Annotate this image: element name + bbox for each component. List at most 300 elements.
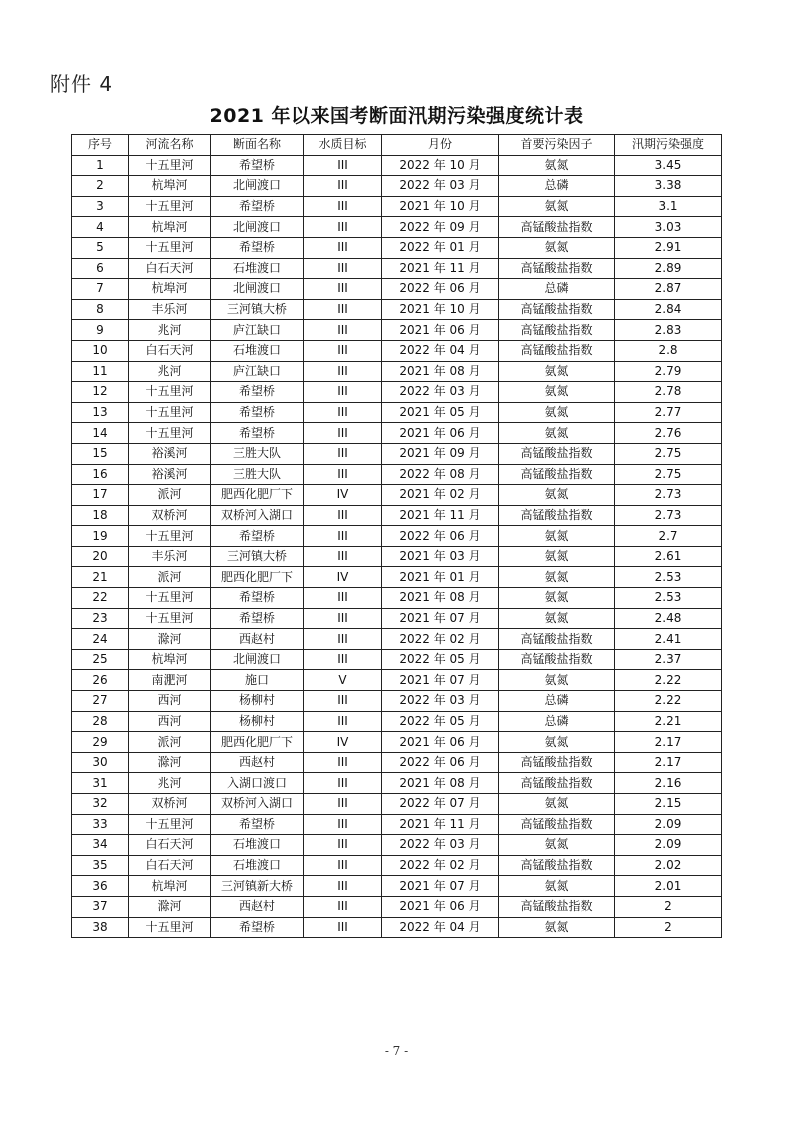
intensity-cell: 3.03 <box>615 217 722 238</box>
river-name-cell: 裕溪河 <box>129 443 211 464</box>
river-name-cell: 丰乐河 <box>129 299 211 320</box>
river-name-cell: 派河 <box>129 567 211 588</box>
index-cell: 3 <box>72 196 129 217</box>
primary-pollutant-cell: 高锰酸盐指数 <box>499 299 615 320</box>
intensity-cell: 2.17 <box>615 732 722 753</box>
index-cell: 27 <box>72 691 129 712</box>
header-river-name: 河流名称 <box>129 135 211 156</box>
section-name-cell: 北闸渡口 <box>211 279 304 300</box>
river-name-cell: 杭埠河 <box>129 279 211 300</box>
index-cell: 15 <box>72 443 129 464</box>
index-cell: 17 <box>72 485 129 506</box>
water-quality-target-cell: III <box>304 917 382 938</box>
month-cell: 2021 年 09 月 <box>382 443 499 464</box>
index-cell: 38 <box>72 917 129 938</box>
water-quality-target-cell: V <box>304 670 382 691</box>
intensity-cell: 2.09 <box>615 835 722 856</box>
primary-pollutant-cell: 高锰酸盐指数 <box>499 464 615 485</box>
table-row <box>72 196 722 217</box>
water-quality-target-cell: III <box>304 876 382 897</box>
water-quality-target-cell: III <box>304 649 382 670</box>
month-cell: 2021 年 08 月 <box>382 361 499 382</box>
table-row <box>72 320 722 341</box>
section-name-cell: 双桥河入湖口 <box>211 505 304 526</box>
month-cell: 2021 年 07 月 <box>382 670 499 691</box>
table-row <box>72 876 722 897</box>
primary-pollutant-cell: 氨氮 <box>499 485 615 506</box>
river-name-cell: 杭埠河 <box>129 217 211 238</box>
water-quality-target-cell: III <box>304 546 382 567</box>
table-row <box>72 814 722 835</box>
primary-pollutant-cell: 高锰酸盐指数 <box>499 320 615 341</box>
index-cell: 31 <box>72 773 129 794</box>
intensity-cell: 2.91 <box>615 237 722 258</box>
primary-pollutant-cell: 高锰酸盐指数 <box>499 752 615 773</box>
intensity-cell: 2.84 <box>615 299 722 320</box>
index-cell: 14 <box>72 423 129 444</box>
river-name-cell: 西河 <box>129 711 211 732</box>
primary-pollutant-cell: 高锰酸盐指数 <box>499 217 615 238</box>
month-cell: 2021 年 03 月 <box>382 546 499 567</box>
month-cell: 2022 年 05 月 <box>382 711 499 732</box>
primary-pollutant-cell: 氨氮 <box>499 402 615 423</box>
section-name-cell: 希望桥 <box>211 237 304 258</box>
month-cell: 2021 年 05 月 <box>382 402 499 423</box>
river-name-cell: 白石天河 <box>129 835 211 856</box>
index-cell: 10 <box>72 340 129 361</box>
water-quality-target-cell: III <box>304 196 382 217</box>
river-name-cell: 白石天河 <box>129 340 211 361</box>
primary-pollutant-cell: 总磷 <box>499 711 615 732</box>
index-cell: 7 <box>72 279 129 300</box>
index-cell: 13 <box>72 402 129 423</box>
index-cell: 16 <box>72 464 129 485</box>
pollution-intensity-table <box>71 134 722 938</box>
river-name-cell: 十五里河 <box>129 237 211 258</box>
table-row <box>72 670 722 691</box>
primary-pollutant-cell: 总磷 <box>499 691 615 712</box>
header-water-quality-target: 水质目标 <box>304 135 382 156</box>
river-name-cell: 派河 <box>129 732 211 753</box>
table-row <box>72 752 722 773</box>
river-name-cell: 杭埠河 <box>129 876 211 897</box>
month-cell: 2022 年 03 月 <box>382 691 499 712</box>
section-name-cell: 希望桥 <box>211 588 304 609</box>
table-row <box>72 443 722 464</box>
header-index: 序号 <box>72 135 129 156</box>
index-cell: 21 <box>72 567 129 588</box>
river-name-cell: 滁河 <box>129 896 211 917</box>
table-row <box>72 176 722 197</box>
section-name-cell: 希望桥 <box>211 917 304 938</box>
section-name-cell: 杨柳村 <box>211 691 304 712</box>
month-cell: 2021 年 01 月 <box>382 567 499 588</box>
month-cell: 2021 年 11 月 <box>382 258 499 279</box>
primary-pollutant-cell: 氨氮 <box>499 155 615 176</box>
index-cell: 1 <box>72 155 129 176</box>
section-name-cell: 西赵村 <box>211 629 304 650</box>
water-quality-target-cell: III <box>304 855 382 876</box>
month-cell: 2022 年 02 月 <box>382 855 499 876</box>
index-cell: 32 <box>72 794 129 815</box>
primary-pollutant-cell: 氨氮 <box>499 876 615 897</box>
month-cell: 2021 年 11 月 <box>382 814 499 835</box>
river-name-cell: 十五里河 <box>129 155 211 176</box>
intensity-cell: 2.73 <box>615 485 722 506</box>
month-cell: 2021 年 02 月 <box>382 485 499 506</box>
intensity-cell: 3.45 <box>615 155 722 176</box>
index-cell: 22 <box>72 588 129 609</box>
intensity-cell: 2.73 <box>615 505 722 526</box>
month-cell: 2022 年 03 月 <box>382 835 499 856</box>
section-name-cell: 施口 <box>211 670 304 691</box>
month-cell: 2022 年 08 月 <box>382 464 499 485</box>
section-name-cell: 石堆渡口 <box>211 340 304 361</box>
water-quality-target-cell: III <box>304 443 382 464</box>
document-title: 2021 年以来国考断面汛期污染强度统计表 <box>209 105 584 127</box>
section-name-cell: 西赵村 <box>211 752 304 773</box>
month-cell: 2021 年 10 月 <box>382 299 499 320</box>
intensity-cell: 2.21 <box>615 711 722 732</box>
table-row <box>72 464 722 485</box>
table-row <box>72 855 722 876</box>
water-quality-target-cell: III <box>304 258 382 279</box>
section-name-cell: 希望桥 <box>211 526 304 547</box>
water-quality-target-cell: IV <box>304 485 382 506</box>
intensity-cell: 3.1 <box>615 196 722 217</box>
table-row <box>72 567 722 588</box>
section-name-cell: 北闸渡口 <box>211 217 304 238</box>
primary-pollutant-cell: 高锰酸盐指数 <box>499 340 615 361</box>
section-name-cell: 三河镇大桥 <box>211 299 304 320</box>
river-name-cell: 丰乐河 <box>129 546 211 567</box>
primary-pollutant-cell: 氨氮 <box>499 237 615 258</box>
primary-pollutant-cell: 高锰酸盐指数 <box>499 649 615 670</box>
water-quality-target-cell: III <box>304 237 382 258</box>
section-name-cell: 入湖口渡口 <box>211 773 304 794</box>
river-name-cell: 十五里河 <box>129 588 211 609</box>
intensity-cell: 2.22 <box>615 691 722 712</box>
header-primary-pollutant: 首要污染因子 <box>499 135 615 156</box>
water-quality-target-cell: III <box>304 423 382 444</box>
water-quality-target-cell: III <box>304 896 382 917</box>
water-quality-target-cell: III <box>304 402 382 423</box>
table-row <box>72 711 722 732</box>
month-cell: 2021 年 06 月 <box>382 732 499 753</box>
intensity-cell: 2.22 <box>615 670 722 691</box>
month-cell: 2021 年 06 月 <box>382 423 499 444</box>
river-name-cell: 十五里河 <box>129 382 211 403</box>
table-body <box>72 155 722 938</box>
table-row <box>72 423 722 444</box>
primary-pollutant-cell: 总磷 <box>499 176 615 197</box>
table-row <box>72 794 722 815</box>
header-flood-season-intensity: 汛期污染强度 <box>615 135 722 156</box>
month-cell: 2021 年 10 月 <box>382 196 499 217</box>
index-cell: 25 <box>72 649 129 670</box>
water-quality-target-cell: III <box>304 526 382 547</box>
river-name-cell: 白石天河 <box>129 258 211 279</box>
river-name-cell: 派河 <box>129 485 211 506</box>
month-cell: 2022 年 09 月 <box>382 217 499 238</box>
river-name-cell: 杭埠河 <box>129 649 211 670</box>
intensity-cell: 2.37 <box>615 649 722 670</box>
index-cell: 26 <box>72 670 129 691</box>
river-name-cell: 西河 <box>129 691 211 712</box>
index-cell: 9 <box>72 320 129 341</box>
section-name-cell: 三河镇大桥 <box>211 546 304 567</box>
intensity-cell: 2.75 <box>615 443 722 464</box>
section-name-cell: 北闸渡口 <box>211 649 304 670</box>
month-cell: 2022 年 06 月 <box>382 752 499 773</box>
primary-pollutant-cell: 总磷 <box>499 279 615 300</box>
river-name-cell: 十五里河 <box>129 814 211 835</box>
month-cell: 2022 年 05 月 <box>382 649 499 670</box>
month-cell: 2021 年 08 月 <box>382 773 499 794</box>
table-row <box>72 237 722 258</box>
river-name-cell: 十五里河 <box>129 608 211 629</box>
index-cell: 8 <box>72 299 129 320</box>
primary-pollutant-cell: 氨氮 <box>499 732 615 753</box>
water-quality-target-cell: III <box>304 217 382 238</box>
river-name-cell: 双桥河 <box>129 794 211 815</box>
index-cell: 24 <box>72 629 129 650</box>
index-cell: 2 <box>72 176 129 197</box>
intensity-cell: 3.38 <box>615 176 722 197</box>
month-cell: 2022 年 02 月 <box>382 629 499 650</box>
month-cell: 2022 年 03 月 <box>382 176 499 197</box>
primary-pollutant-cell: 氨氮 <box>499 361 615 382</box>
section-name-cell: 庐江缺口 <box>211 320 304 341</box>
section-name-cell: 北闸渡口 <box>211 176 304 197</box>
water-quality-target-cell: III <box>304 588 382 609</box>
primary-pollutant-cell: 氨氮 <box>499 608 615 629</box>
index-cell: 4 <box>72 217 129 238</box>
intensity-cell: 2.75 <box>615 464 722 485</box>
table-row <box>72 258 722 279</box>
water-quality-target-cell: III <box>304 711 382 732</box>
primary-pollutant-cell: 高锰酸盐指数 <box>499 505 615 526</box>
intensity-cell: 2.15 <box>615 794 722 815</box>
primary-pollutant-cell: 氨氮 <box>499 382 615 403</box>
table-row <box>72 588 722 609</box>
intensity-cell: 2.79 <box>615 361 722 382</box>
river-name-cell: 滁河 <box>129 752 211 773</box>
index-cell: 37 <box>72 896 129 917</box>
table-row <box>72 340 722 361</box>
table-row <box>72 629 722 650</box>
river-name-cell: 裕溪河 <box>129 464 211 485</box>
river-name-cell: 杭埠河 <box>129 176 211 197</box>
intensity-cell: 2.87 <box>615 279 722 300</box>
section-name-cell: 三胜大队 <box>211 464 304 485</box>
intensity-cell: 2.01 <box>615 876 722 897</box>
month-cell: 2021 年 07 月 <box>382 876 499 897</box>
water-quality-target-cell: III <box>304 835 382 856</box>
river-name-cell: 兆河 <box>129 361 211 382</box>
index-cell: 6 <box>72 258 129 279</box>
table-row <box>72 835 722 856</box>
table-row <box>72 608 722 629</box>
month-cell: 2021 年 08 月 <box>382 588 499 609</box>
month-cell: 2022 年 06 月 <box>382 279 499 300</box>
river-name-cell: 十五里河 <box>129 196 211 217</box>
table-row <box>72 732 722 753</box>
section-name-cell: 希望桥 <box>211 814 304 835</box>
river-name-cell: 滁河 <box>129 629 211 650</box>
table-row <box>72 382 722 403</box>
section-name-cell: 希望桥 <box>211 608 304 629</box>
intensity-cell: 2.41 <box>615 629 722 650</box>
water-quality-target-cell: III <box>304 691 382 712</box>
header-section-name: 断面名称 <box>211 135 304 156</box>
table-row <box>72 649 722 670</box>
water-quality-target-cell: III <box>304 320 382 341</box>
table-row <box>72 773 722 794</box>
intensity-cell: 2.77 <box>615 402 722 423</box>
index-cell: 12 <box>72 382 129 403</box>
index-cell: 23 <box>72 608 129 629</box>
section-name-cell: 希望桥 <box>211 155 304 176</box>
primary-pollutant-cell: 氨氮 <box>499 546 615 567</box>
primary-pollutant-cell: 氨氮 <box>499 567 615 588</box>
section-name-cell: 希望桥 <box>211 402 304 423</box>
index-cell: 29 <box>72 732 129 753</box>
index-cell: 20 <box>72 546 129 567</box>
section-name-cell: 希望桥 <box>211 196 304 217</box>
month-cell: 2022 年 06 月 <box>382 526 499 547</box>
table-row <box>72 155 722 176</box>
month-cell: 2022 年 07 月 <box>382 794 499 815</box>
water-quality-target-cell: III <box>304 608 382 629</box>
section-name-cell: 石堆渡口 <box>211 258 304 279</box>
intensity-cell: 2.89 <box>615 258 722 279</box>
table-row <box>72 505 722 526</box>
month-cell: 2022 年 03 月 <box>382 382 499 403</box>
month-cell: 2022 年 10 月 <box>382 155 499 176</box>
river-name-cell: 兆河 <box>129 320 211 341</box>
primary-pollutant-cell: 氨氮 <box>499 794 615 815</box>
primary-pollutant-cell: 高锰酸盐指数 <box>499 629 615 650</box>
intensity-cell: 2.8 <box>615 340 722 361</box>
water-quality-target-cell: III <box>304 279 382 300</box>
month-cell: 2021 年 06 月 <box>382 896 499 917</box>
section-name-cell: 肥西化肥厂下 <box>211 485 304 506</box>
water-quality-target-cell: III <box>304 464 382 485</box>
table-row <box>72 546 722 567</box>
section-name-cell: 肥西化肥厂下 <box>211 567 304 588</box>
page-number: - 7 - <box>384 1044 409 1058</box>
river-name-cell: 兆河 <box>129 773 211 794</box>
water-quality-target-cell: III <box>304 299 382 320</box>
intensity-cell: 2.09 <box>615 814 722 835</box>
table-row <box>72 279 722 300</box>
table-row <box>72 691 722 712</box>
water-quality-target-cell: IV <box>304 732 382 753</box>
primary-pollutant-cell: 氨氮 <box>499 835 615 856</box>
index-cell: 36 <box>72 876 129 897</box>
table-header-row <box>72 135 722 156</box>
water-quality-target-cell: III <box>304 361 382 382</box>
index-cell: 28 <box>72 711 129 732</box>
primary-pollutant-cell: 氨氮 <box>499 196 615 217</box>
primary-pollutant-cell: 氨氮 <box>499 588 615 609</box>
table-row <box>72 299 722 320</box>
water-quality-target-cell: III <box>304 752 382 773</box>
index-cell: 5 <box>72 237 129 258</box>
section-name-cell: 西赵村 <box>211 896 304 917</box>
section-name-cell: 希望桥 <box>211 423 304 444</box>
month-cell: 2021 年 11 月 <box>382 505 499 526</box>
index-cell: 18 <box>72 505 129 526</box>
river-name-cell: 十五里河 <box>129 423 211 444</box>
water-quality-target-cell: III <box>304 629 382 650</box>
index-cell: 33 <box>72 814 129 835</box>
section-name-cell: 石堆渡口 <box>211 835 304 856</box>
intensity-cell: 2.83 <box>615 320 722 341</box>
section-name-cell: 三胜大队 <box>211 443 304 464</box>
table-row <box>72 402 722 423</box>
river-name-cell: 双桥河 <box>129 505 211 526</box>
water-quality-target-cell: IV <box>304 567 382 588</box>
primary-pollutant-cell: 氨氮 <box>499 670 615 691</box>
table-row <box>72 917 722 938</box>
primary-pollutant-cell: 高锰酸盐指数 <box>499 814 615 835</box>
intensity-cell: 2.61 <box>615 546 722 567</box>
primary-pollutant-cell: 高锰酸盐指数 <box>499 258 615 279</box>
table-row <box>72 896 722 917</box>
index-cell: 11 <box>72 361 129 382</box>
primary-pollutant-cell: 高锰酸盐指数 <box>499 855 615 876</box>
primary-pollutant-cell: 氨氮 <box>499 917 615 938</box>
river-name-cell: 十五里河 <box>129 917 211 938</box>
primary-pollutant-cell: 高锰酸盐指数 <box>499 443 615 464</box>
intensity-cell: 2.53 <box>615 588 722 609</box>
water-quality-target-cell: III <box>304 505 382 526</box>
table-row <box>72 361 722 382</box>
section-name-cell: 三河镇新大桥 <box>211 876 304 897</box>
month-cell: 2022 年 01 月 <box>382 237 499 258</box>
month-cell: 2022 年 04 月 <box>382 917 499 938</box>
index-cell: 30 <box>72 752 129 773</box>
month-cell: 2021 年 07 月 <box>382 608 499 629</box>
section-name-cell: 肥西化肥厂下 <box>211 732 304 753</box>
index-cell: 35 <box>72 855 129 876</box>
river-name-cell: 十五里河 <box>129 526 211 547</box>
index-cell: 19 <box>72 526 129 547</box>
river-name-cell: 白石天河 <box>129 855 211 876</box>
river-name-cell: 十五里河 <box>129 402 211 423</box>
month-cell: 2021 年 06 月 <box>382 320 499 341</box>
attachment-label: 附件 4 <box>50 72 114 96</box>
intensity-cell: 2.53 <box>615 567 722 588</box>
intensity-cell: 2.78 <box>615 382 722 403</box>
primary-pollutant-cell: 氨氮 <box>499 526 615 547</box>
intensity-cell: 2.17 <box>615 752 722 773</box>
section-name-cell: 希望桥 <box>211 382 304 403</box>
river-name-cell: 南淝河 <box>129 670 211 691</box>
header-month: 月份 <box>382 135 499 156</box>
primary-pollutant-cell: 高锰酸盐指数 <box>499 896 615 917</box>
table-row <box>72 485 722 506</box>
water-quality-target-cell: III <box>304 382 382 403</box>
primary-pollutant-cell: 高锰酸盐指数 <box>499 773 615 794</box>
primary-pollutant-cell: 氨氮 <box>499 423 615 444</box>
section-name-cell: 石堆渡口 <box>211 855 304 876</box>
table-row <box>72 217 722 238</box>
water-quality-target-cell: III <box>304 773 382 794</box>
water-quality-target-cell: III <box>304 814 382 835</box>
